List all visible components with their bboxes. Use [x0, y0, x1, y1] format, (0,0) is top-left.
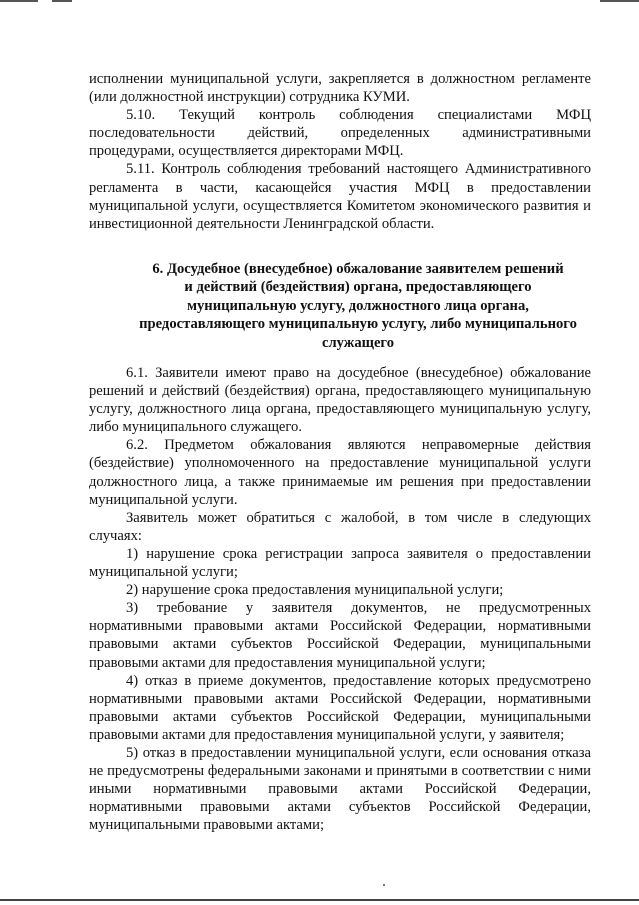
list-item-3: 3) требование у заявителя документов, не предусмотренных нормативными правовыми актами Российской Федерации, нормативными правовыми актами субъектов Российской Федерации, муниципальными правовыми актами для предоставления муниципальной услуги;	[89, 600, 591, 671]
paragraph-6-1: 6.1. Заявители имеют право на досудебное (внесудебное) обжалование решений и действий (бездействия) органа, предоставляющего муниципальную услугу, должностного лица органа, предоставляющего муниципальную услугу, либо муниципального служащего.	[89, 365, 591, 436]
list-item-4: 4) отказ в приеме документов, предоставление которых предусмотрено нормативными правовыми актами Российской Федерации, нормативными правовыми актами субъектов Российской Федерации, муниципальными правовыми актами для предоставления муниципальной услуги, у заявителя;	[89, 672, 591, 743]
paragraph-6-2: 6.2. Предметом обжалования являются неправомерные действия (бездействие) уполномоченного на предоставление муниципальной услуги должностного лица, а также принимаемые им решения при предоставлении муниципальной услуги.	[89, 437, 591, 508]
section-6-heading	[108, 260, 608, 352]
paragraph: исполнении муниципальной услуги, закрепляется в должностном регламенте (или должностной инструкции) сотрудника КУМИ.	[89, 71, 591, 106]
list-item-2: 2) нарушение срока предоставления муниципальной услуги;	[126, 582, 504, 599]
list-item-1: 1) нарушение срока регистрации запроса заявителя о предоставлении муниципальной услуги;	[89, 545, 591, 581]
heading-line: муниципальную услугу, должностного лица органа,	[187, 297, 529, 314]
paragraph-cases-intro: Заявитель может обратиться с жалобой, в том числе в следующих случаях:	[89, 509, 591, 544]
paragraph-5-10: 5.10. Текущий контроль соблюдения специалистами МФЦ последовательности действий, определенных административными процедурами, осуществляется директорами МФЦ.	[89, 107, 591, 160]
scan-mark	[52, 0, 72, 2]
heading-line: предоставляющего муниципальную услугу, либо муниципального	[139, 316, 577, 333]
list-item-5: 5) отказ в предоставлении муниципальной услуги, если основания отказа не предусмотрены федеральными законами и принятыми в соответствии с ними иными нормативными правовыми актами Российской Федерации, нормативными правовыми актами субъектов Российской Федерации, муниципальными правовыми актами;	[89, 744, 591, 834]
body-text-top	[89, 70, 591, 233]
scan-top-edge	[0, 0, 639, 4]
heading-line: служащего	[321, 334, 394, 351]
heading-line: и действий (бездействия) органа, предоставляющего	[184, 279, 532, 296]
heading-line: 6. Досудебное (внесудебное) обжалование заявителем решений	[152, 261, 564, 277]
body-text-bottom	[89, 364, 591, 834]
scan-mark	[600, 0, 639, 2]
paragraph-5-11: 5.11. Контроль соблюдения требований настоящего Административного регламента в части, касающейся участия МФЦ в предоставлении муниципальной услуги, осуществляется Комитетом экономического развития и инвестиционной деятельности Ленинградской области.	[89, 161, 591, 232]
scan-speck	[383, 884, 385, 886]
scan-mark	[0, 0, 38, 2]
scan-bottom-edge	[0, 899, 639, 901]
